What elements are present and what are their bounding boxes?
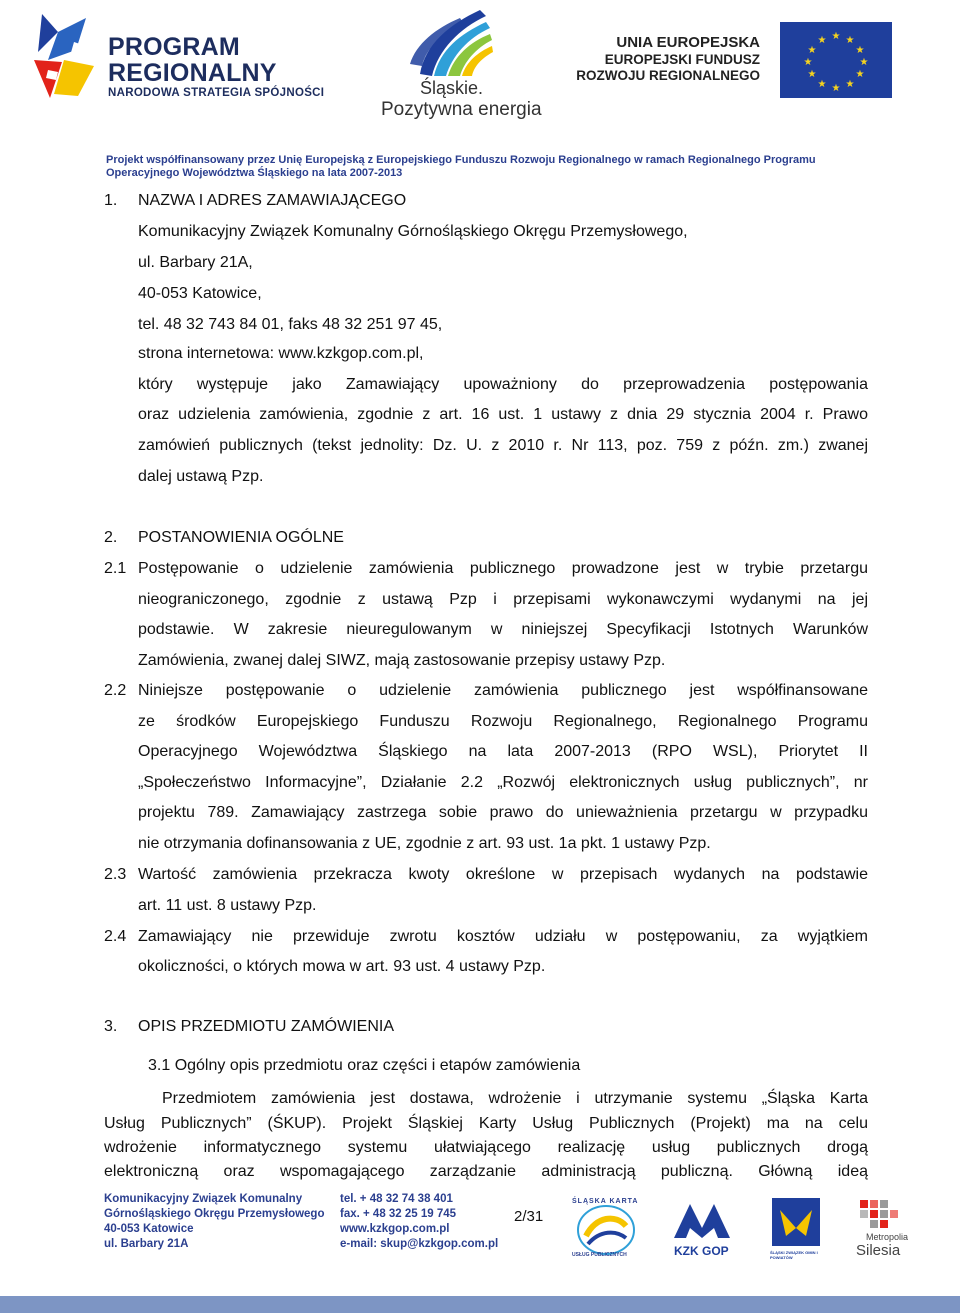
p21-line: Postępowanie o udzielenie zamówienia publicznego prowadzone jest w trybie przetargu (138, 560, 868, 577)
p22-line: Niniejsze postępowanie o udzielenie zamówienia publicznego jest współfinansowane (138, 682, 868, 699)
skup-logo-sub: USŁUG PUBLICZNYCH (572, 1252, 627, 1258)
page-number: 2/31 (514, 1208, 544, 1225)
metropolia-bottom-text: Silesia (856, 1242, 901, 1259)
program-regionalny-emblem-icon (28, 10, 103, 110)
slaskie-tagline: Pozytywna energia (381, 99, 542, 120)
footer-contact (340, 1192, 498, 1252)
p22-line: „Społeczeństwo Informacyjne”, Działanie 2.2 „Rozwój elektronicznych usług publicznych”, nr (138, 774, 868, 791)
footer-addr-line: Górnośląskiego Okręgu Przemysłowego (104, 1208, 325, 1220)
ue-line3: ROZWOJU REGIONALNEGO (576, 68, 760, 83)
svg-text:★: ★ (831, 83, 841, 94)
footer-fax: fax. + 48 32 25 19 745 (340, 1208, 457, 1220)
address-line: tel. 48 32 743 84 01, faks 48 32 251 97 45, (138, 316, 443, 333)
eu-flag-icon (780, 22, 892, 98)
svg-text:★: ★ (807, 45, 817, 56)
section2-title: POSTANOWIENIA OGÓLNE (138, 529, 344, 546)
ue-line1: UNIA EUROPEJSKA (616, 34, 760, 51)
footer-addr-line: ul. Barbary 21A (104, 1238, 189, 1250)
p21-line: podstawie. W zakresie nieuregulowanym w niniejszej Specyfikacji Istotnych Warunków (138, 621, 868, 638)
slaskie-name: Śląskie. (420, 78, 484, 98)
address-line: 40-053 Katowice, (138, 285, 262, 302)
section3-para-line: wdrożenie informatycznego systemu ułatwiającego realizację usług publicznych drogą (104, 1139, 868, 1156)
kzk-gop-emblem-icon (668, 1198, 738, 1244)
program-subtitle: NARODOWA STRATEGIA SPÓJNOŚCI (108, 87, 325, 99)
section1-number: 1. (104, 192, 118, 209)
silesian-union-eagle-icon (772, 1198, 820, 1246)
section3-para-line: Przedmiotem zamówienia jest dostawa, wdrożenie i utrzymanie systemu „Śląska Karta (162, 1090, 868, 1107)
program-regionalny-title (108, 34, 277, 86)
svg-text:★: ★ (803, 57, 813, 68)
footer-addr-line: 40-053 Katowice (104, 1223, 194, 1235)
skup-logo-text: ŚLĄSKA KARTA (572, 1198, 639, 1205)
program-line2: REGIONALNY (108, 59, 277, 87)
metropolia-logo (858, 1198, 914, 1230)
svg-text:★: ★ (831, 31, 841, 42)
section3-subtitle: 3.1 Ogólny opis przedmiotu oraz części i etapów zamówienia (148, 1057, 581, 1074)
footer-email-link[interactable]: e-mail: skup@kzkgop.com.pl (340, 1238, 499, 1250)
cofinance-note (106, 154, 816, 180)
svg-text:★: ★ (855, 69, 865, 80)
p24-label: 2.4 (104, 928, 127, 945)
p22-line: ze środków Europejskiego Funduszu Rozwoju Regionalnego, Regionalnego Programu (138, 713, 868, 730)
cofinance-line2: Operacyjnego Województwa Śląskiego na lata 2007-2013 (106, 167, 403, 179)
p23-label: 2.3 (104, 866, 127, 883)
address-line: strona internetowa: www.kzkgop.com.pl, (138, 345, 424, 362)
footer-address (104, 1192, 324, 1252)
address-line: Komunikacyjny Związek Komunalny Górnośląskiego Okręgu Przemysłowego, (138, 223, 688, 240)
section1-para-last: dalej ustawą Pzp. (138, 468, 264, 485)
p21-label: 2.1 (104, 560, 127, 577)
p22-line: projektu 789. Zamawiający zastrzega sobie prawo do unieważnienia przetargu w przypadku (138, 804, 868, 821)
kzk-gop-logo-text: KZK GOP (674, 1244, 729, 1258)
address-line: ul. Barbary 21A, (138, 254, 253, 271)
silesian-union-logo (772, 1198, 820, 1246)
section1-title: NAZWA I ADRES ZAMAWIAJĄCEGO (138, 192, 407, 209)
footer-tel: tel. + 48 32 74 38 401 (340, 1193, 453, 1205)
svg-text:★: ★ (807, 69, 817, 80)
section1-para-line: który występuje jako Zamawiający upoważniony do przeprowadzenia postępowania (138, 376, 868, 393)
footer-bar (0, 1296, 960, 1313)
metropolia-tiles-icon (858, 1198, 914, 1230)
cofinance-line1: Projekt współfinansowany przez Unię Europejską z Europejskiego Funduszu Rozwoju Regionalnego w ramach Regionalnego Programu (106, 154, 816, 166)
p21-line: nieograniczonego, zgodnie z ustawą Pzp i przepisami wykonawczymi wydanymi na jej (138, 591, 868, 608)
silesian-union-logo-text: ŚLĄSKI ZWIĄZEK GMIN I POWIATÓW (770, 1250, 818, 1260)
slaskie-waves-icon (380, 4, 530, 84)
section3-title: OPIS PRZEDMIOTU ZAMÓWIENIA (138, 1018, 395, 1035)
footer-addr-line: Komunikacyjny Związek Komunalny (104, 1193, 303, 1205)
p21-last: Zamówienia, zwanej dalej SIWZ, mają zastosowanie przepisy ustawy Pzp. (138, 652, 666, 669)
section1-para-line: oraz udzielenia zamówienia, zgodnie z art. 16 ust. 1 ustawy z dnia 29 stycznia 2004 r. Prawo (138, 406, 868, 423)
section1-para-line: zamówień publicznych (tekst jednolity: Dz. U. z 2010 r. Nr 113, poz. 759 z późn. zm.) zwanej (138, 437, 868, 454)
svg-text:★: ★ (855, 45, 865, 56)
kzk-gop-logo (668, 1198, 738, 1244)
svg-text:★: ★ (817, 35, 827, 46)
ue-text-block (576, 34, 760, 84)
section3-number: 3. (104, 1018, 118, 1035)
p24-line: Zamawiający nie przewiduje zwrotu kosztów udziału w postępowaniu, za wyjątkiem (138, 928, 868, 945)
p22-line: Operacyjnego Województwa Śląskiego na lata 2007-2013 (RPO WSL), Priorytet II (138, 743, 868, 760)
p22-label: 2.2 (104, 682, 127, 699)
footer-www-link[interactable]: www.kzkgop.com.pl (340, 1223, 450, 1235)
section3-para-line: elektroniczną oraz wspomagającego zarządzanie administracją publiczną. Główną ideą (104, 1163, 868, 1180)
p22-last: nie otrzymania dofinansowania z UE, zgodnie z art. 93 ust. 1a pkt. 1 ustawy Pzp. (138, 835, 711, 852)
program-line1: PROGRAM (108, 33, 240, 61)
section2-number: 2. (104, 529, 118, 546)
section3-para-line: Usług Publicznych” (ŚKUP). Projekt Śląskiej Karty Usług Publicznych (Projekt) ma na celu (104, 1115, 868, 1132)
p24-last: okoliczności, o których mowa w art. 93 ust. 4 ustawy Pzp. (138, 958, 546, 975)
svg-text:★: ★ (845, 79, 855, 90)
p23-last: art. 11 ust. 8 ustawy Pzp. (138, 897, 317, 914)
svg-text:★: ★ (859, 57, 869, 68)
svg-text:★: ★ (845, 35, 855, 46)
p23-line: Wartość zamówienia przekracza kwoty określone w przepisach wydanych na podstawie (138, 866, 868, 883)
svg-text:★: ★ (817, 79, 827, 90)
metropolia-top-text: Metropolia (866, 1232, 909, 1242)
ue-line2: EUROPEJSKI FUNDUSZ (604, 52, 760, 67)
